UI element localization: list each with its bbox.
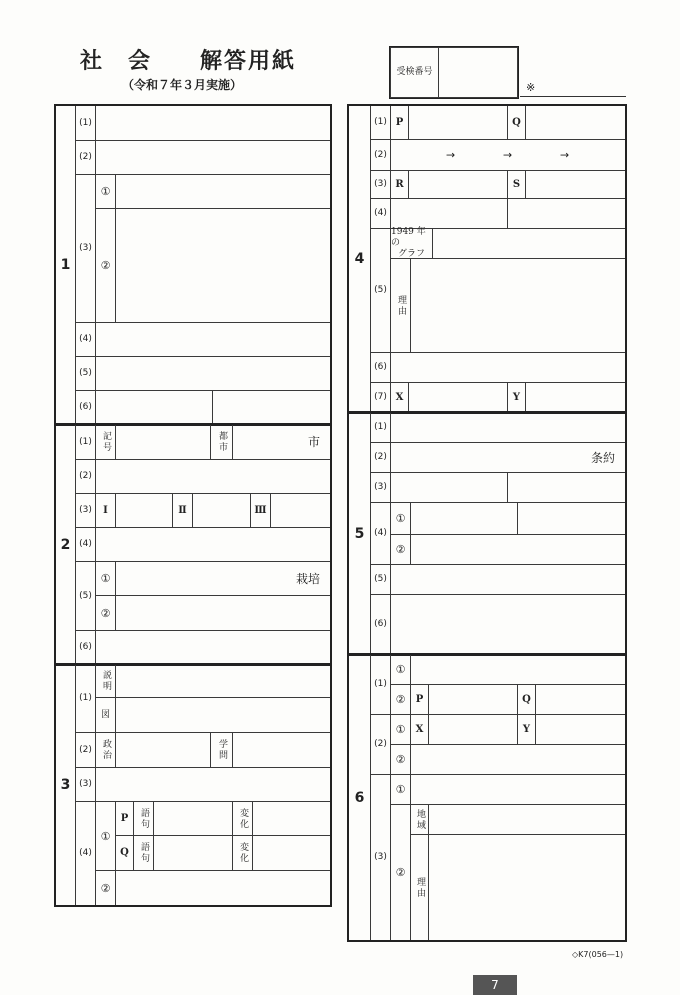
s1-q3-1-answer xyxy=(115,174,331,209)
s4-q1-p-label: P xyxy=(390,105,409,140)
s1-q1-answer xyxy=(95,105,331,141)
s6-q3-region-answer xyxy=(428,804,626,835)
s6-q2-2-answer xyxy=(410,744,626,775)
s2-q1-symbol-text: 記号 xyxy=(101,431,111,453)
s6-q2-label: (2) xyxy=(370,714,391,775)
s4-q3-r-answer xyxy=(408,170,508,199)
section-2-number: 2 xyxy=(55,424,76,665)
s4-q5-label: (5) xyxy=(370,228,391,353)
s2-q2-label: (2) xyxy=(75,459,96,494)
s1-q1-label: (1) xyxy=(75,105,96,141)
s1-q6-label: (6) xyxy=(75,390,96,425)
s1-q3-1-label: ① xyxy=(95,174,116,209)
section-5-number: 5 xyxy=(348,412,371,655)
section-3-number: 3 xyxy=(55,664,76,906)
s6-q3-1-label: ① xyxy=(390,774,411,805)
s6-q2-1-label: ① xyxy=(390,714,411,745)
s4-q1-q-label: Q xyxy=(507,105,526,140)
s4-q3-label: (3) xyxy=(370,170,391,199)
s3-q1-label: (1) xyxy=(75,664,96,733)
s2-q3-ii-label: Ⅱ xyxy=(172,493,193,528)
s3-q1-explain-text: 説明 xyxy=(101,670,111,692)
s2-q1-city-label xyxy=(210,424,233,460)
s4-q5-reason-label xyxy=(390,258,411,353)
s4-q2-arrow-2: → xyxy=(503,148,513,162)
s2-q6-answer xyxy=(95,630,331,665)
s3-q4-p-change-label xyxy=(232,801,253,836)
s5-q3-answer-a xyxy=(390,472,508,503)
s4-q7-label: (7) xyxy=(370,382,391,413)
s3-q1-figure-label: 図 xyxy=(95,697,116,733)
s5-q4-1-answer-a xyxy=(410,502,518,535)
s6-q2-y-label: Y xyxy=(517,714,536,745)
page-number: 7 xyxy=(473,975,517,995)
s4-q5-graph-text-1: 1949 年の xyxy=(391,226,426,248)
s4-q5-graph-text-2: グラフ xyxy=(397,249,425,260)
s4-q5-graph-answer xyxy=(432,228,626,259)
s1-q3-label: (3) xyxy=(75,174,96,323)
s1-q4-label: (4) xyxy=(75,322,96,357)
s4-q1-p-answer xyxy=(408,105,508,140)
section-4-number: 4 xyxy=(348,105,371,413)
s5-q1-answer xyxy=(390,412,626,443)
s6-q3-region-label xyxy=(410,804,429,835)
s4-q5-graph-label xyxy=(390,228,433,259)
s3-q4-q-change-text: 変化 xyxy=(238,842,248,864)
s3-q4-p-label: P xyxy=(115,801,134,836)
s3-q4-q-change-answer xyxy=(252,835,331,871)
s2-q1-city-text: 都市 xyxy=(217,431,227,453)
s1-q2-label: (2) xyxy=(75,140,96,175)
s2-q4-label: (4) xyxy=(75,527,96,562)
s4-q6-answer xyxy=(390,352,626,383)
s6-q3-reason-answer xyxy=(428,834,626,941)
s3-q1-figure-answer xyxy=(115,697,331,733)
s4-q1-label: (1) xyxy=(370,105,391,140)
s4-q5-reason-text: 理由 xyxy=(396,294,406,317)
s3-q2-politics-text: 政治 xyxy=(101,739,111,761)
s5-q4-2-label: ② xyxy=(390,534,411,565)
section-6-number: 6 xyxy=(348,654,371,941)
s4-q5-reason-answer xyxy=(410,258,626,353)
s3-q2-learning-text: 学問 xyxy=(217,739,227,761)
s6-q1-q-label: Q xyxy=(517,684,536,715)
s2-q5-1-label: ① xyxy=(95,561,116,596)
s2-q5-1-answer xyxy=(115,561,331,596)
s1-q5-answer xyxy=(95,356,331,391)
s2-q3-iii-label: Ⅲ xyxy=(250,493,271,528)
s6-q1-1-label: ① xyxy=(390,654,411,685)
s2-q3-iii-answer xyxy=(270,493,331,528)
s4-q7-x-label: X xyxy=(390,382,409,413)
s5-q6-answer xyxy=(390,594,626,655)
s4-q7-x-answer xyxy=(408,382,508,413)
s3-q1-explain-answer xyxy=(115,664,331,698)
s4-q7-y-label: Y xyxy=(507,382,526,413)
s2-q3-label: (3) xyxy=(75,493,96,528)
s5-q1-label: (1) xyxy=(370,412,391,443)
s6-q3-2-label: ② xyxy=(390,804,411,941)
s2-q5-2-label: ② xyxy=(95,595,116,631)
s4-q4-answer-b xyxy=(507,198,626,229)
s6-q1-1-answer xyxy=(410,654,626,685)
s2-q1-city-suffix: 市 xyxy=(307,435,320,449)
form-code: ◇K7(056—1) xyxy=(572,950,624,959)
s3-q1-explain-label xyxy=(95,664,116,698)
s2-q5-1-suffix: 栽培 xyxy=(295,571,320,586)
s4-q3-s-label: S xyxy=(507,170,526,199)
s4-q2-arrow-3: → xyxy=(560,148,570,162)
s3-q4-p-change-answer xyxy=(252,801,331,836)
s5-q2-label: (2) xyxy=(370,442,391,473)
s2-q6-label: (6) xyxy=(75,630,96,665)
s1-q3-2-label: ② xyxy=(95,208,116,323)
s5-q4-1-label: ① xyxy=(390,502,411,535)
s2-q5-label: (5) xyxy=(75,561,96,631)
s5-q4-2-answer xyxy=(410,534,626,565)
s6-q2-x-label: X xyxy=(410,714,429,745)
s5-q2-suffix: 条約 xyxy=(590,450,615,465)
s3-q4-q-term-label xyxy=(133,835,154,871)
s3-q4-p-term-label xyxy=(133,801,154,836)
s5-q5-answer xyxy=(390,564,626,595)
s6-q2-x-answer xyxy=(428,714,518,745)
s5-q2-answer xyxy=(390,442,626,473)
s3-q4-1-label: ① xyxy=(95,801,116,871)
s4-q2-arrow-1: → xyxy=(446,148,456,162)
s3-q3-answer xyxy=(95,767,331,802)
s4-q6-label: (6) xyxy=(370,352,391,383)
s2-q3-i-label: Ⅰ xyxy=(95,493,116,528)
s5-q5-label: (5) xyxy=(370,564,391,595)
s3-q4-label: (4) xyxy=(75,801,96,906)
s5-q3-answer-b xyxy=(507,472,626,503)
s4-q3-s-answer xyxy=(525,170,626,199)
s3-q2-label: (2) xyxy=(75,732,96,768)
s6-q3-reason-label xyxy=(410,834,429,941)
s2-q1-symbol-answer xyxy=(115,424,211,460)
s6-q1-label: (1) xyxy=(370,654,391,715)
sheet-title: 社 会 解答用紙 xyxy=(80,48,297,74)
sheet-subtitle: （令和７年３月実施） xyxy=(122,78,243,92)
section-1-number: 1 xyxy=(55,105,76,425)
s3-q2-politics-label xyxy=(95,732,116,768)
s4-q2-label: (2) xyxy=(370,139,391,171)
s2-q1-city-answer xyxy=(232,424,331,460)
s2-q4-answer xyxy=(95,527,331,562)
s4-q2-answer xyxy=(390,139,626,171)
s6-q3-1-answer xyxy=(410,774,626,805)
s3-q4-p-term-answer xyxy=(153,801,233,836)
s6-q3-reason-text: 理由 xyxy=(415,876,425,899)
s5-q4-label: (4) xyxy=(370,502,391,565)
s6-q3-region-text: 地域 xyxy=(415,808,425,831)
s3-q4-p-term-text: 語句 xyxy=(139,807,149,830)
s4-q4-label: (4) xyxy=(370,198,391,229)
office-use-mark: ※ xyxy=(526,81,536,94)
s3-q2-learning-label xyxy=(210,732,233,768)
s2-q1-label: (1) xyxy=(75,424,96,460)
exam-number-box xyxy=(438,47,518,98)
s3-q4-q-change-label xyxy=(232,835,253,871)
s1-q4-answer xyxy=(95,322,331,357)
s2-q3-i-answer xyxy=(115,493,173,528)
s5-q6-label: (6) xyxy=(370,594,391,655)
s5-q3-label: (3) xyxy=(370,472,391,503)
s1-q6-answer-a xyxy=(95,390,213,425)
s1-q3-2-answer xyxy=(115,208,331,323)
s2-q1-symbol-label xyxy=(95,424,116,460)
s3-q4-q-label: Q xyxy=(115,835,134,871)
s6-q1-p-answer xyxy=(428,684,518,715)
s3-q2-politics-answer xyxy=(115,732,211,768)
s3-q2-learning-answer xyxy=(232,732,331,768)
s6-q2-2-label: ② xyxy=(390,744,411,775)
s6-q1-p-label: P xyxy=(410,684,429,715)
s3-q4-p-change-text: 変化 xyxy=(238,807,248,830)
s6-q1-2-label: ② xyxy=(390,684,411,715)
office-use-line xyxy=(520,96,626,97)
s4-q7-y-answer xyxy=(525,382,626,413)
s1-q2-answer xyxy=(95,140,331,175)
s2-q5-2-answer xyxy=(115,595,331,631)
s3-q4-q-term-answer xyxy=(153,835,233,871)
exam-number-label: 受検番号 xyxy=(390,47,439,98)
s4-q4-answer-a xyxy=(390,198,508,229)
s3-q4-q-term-text: 語句 xyxy=(139,842,149,864)
s1-q5-label: (5) xyxy=(75,356,96,391)
s6-q2-y-answer xyxy=(535,714,626,745)
s2-q2-answer xyxy=(95,459,331,494)
s6-q3-label: (3) xyxy=(370,774,391,941)
s4-q1-q-answer xyxy=(525,105,626,140)
s2-q3-ii-answer xyxy=(192,493,251,528)
s3-q4-2-answer xyxy=(115,870,331,906)
s6-q1-q-answer xyxy=(535,684,626,715)
s3-q4-2-label: ② xyxy=(95,870,116,906)
s5-q4-1-answer-b xyxy=(517,502,626,535)
s3-q3-label: (3) xyxy=(75,767,96,802)
s1-q6-answer-b xyxy=(212,390,331,425)
s4-q3-r-label: R xyxy=(390,170,409,199)
